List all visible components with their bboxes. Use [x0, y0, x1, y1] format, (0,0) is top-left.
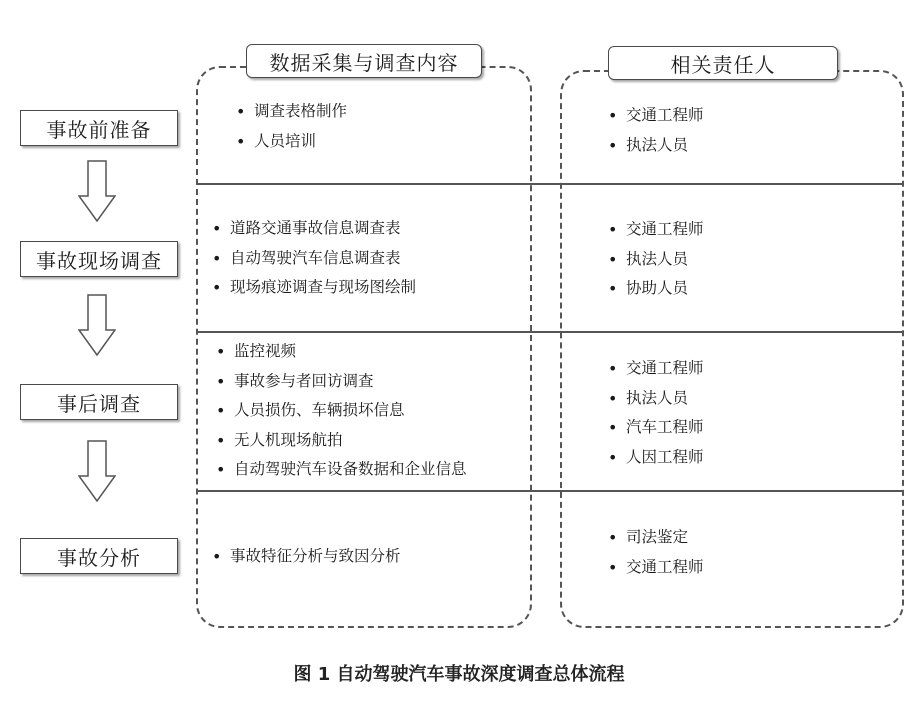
content-column-header: 数据采集与调查内容: [246, 44, 482, 78]
row-divider: [196, 331, 904, 333]
down-arrow-icon: [78, 160, 116, 222]
list-item: • 交通工程师: [608, 101, 704, 131]
list-item: • 自动驾驶汽车设备数据和企业信息: [216, 455, 467, 485]
list-item: • 事故参与者回访调查: [216, 367, 467, 397]
stage-analysis: 事故分析: [20, 538, 178, 574]
responsible-list-post: [608, 354, 704, 472]
list-item: • 人因工程师: [608, 443, 704, 473]
content-list-analysis: [212, 542, 401, 572]
list-item: • 人员培训: [236, 127, 347, 157]
down-arrow-icon: [78, 440, 116, 502]
content-list-post: [216, 337, 467, 485]
content-list-preparation: [236, 97, 347, 156]
list-item: • 汽车工程师: [608, 413, 704, 443]
list-item: • 执法人员: [608, 245, 704, 275]
stage-preparation: 事故前准备: [20, 110, 178, 146]
list-item: • 自动驾驶汽车信息调查表: [212, 244, 416, 274]
list-item: • 交通工程师: [608, 553, 704, 583]
responsible-column-header: 相关责任人: [608, 46, 838, 80]
list-item: • 协助人员: [608, 274, 704, 304]
responsible-list-scene: [608, 215, 704, 304]
list-item: • 无人机现场航拍: [216, 426, 467, 456]
responsible-list-preparation: [608, 101, 704, 160]
list-item: • 人员损伤、车辆损坏信息: [216, 396, 467, 426]
stage-post-investigation: 事后调查: [20, 384, 178, 420]
list-item: • 执法人员: [608, 384, 704, 414]
down-arrow-icon: [78, 294, 116, 356]
figure-caption: 图 1 自动驾驶汽车事故深度调查总体流程: [293, 664, 625, 685]
content-list-scene: [212, 214, 416, 303]
list-item: • 事故特征分析与致因分析: [212, 542, 401, 572]
row-divider: [196, 490, 904, 492]
list-item: • 调查表格制作: [236, 97, 347, 127]
responsible-list-analysis: [608, 523, 704, 582]
list-item: • 司法鉴定: [608, 523, 704, 553]
list-item: • 现场痕迹调查与现场图绘制: [212, 273, 416, 303]
list-item: • 交通工程师: [608, 354, 704, 384]
stage-scene-investigation: 事故现场调查: [20, 241, 178, 277]
row-divider: [196, 183, 904, 185]
list-item: • 道路交通事故信息调查表: [212, 214, 416, 244]
list-item: • 交通工程师: [608, 215, 704, 245]
list-item: • 执法人员: [608, 131, 704, 161]
list-item: • 监控视频: [216, 337, 467, 367]
